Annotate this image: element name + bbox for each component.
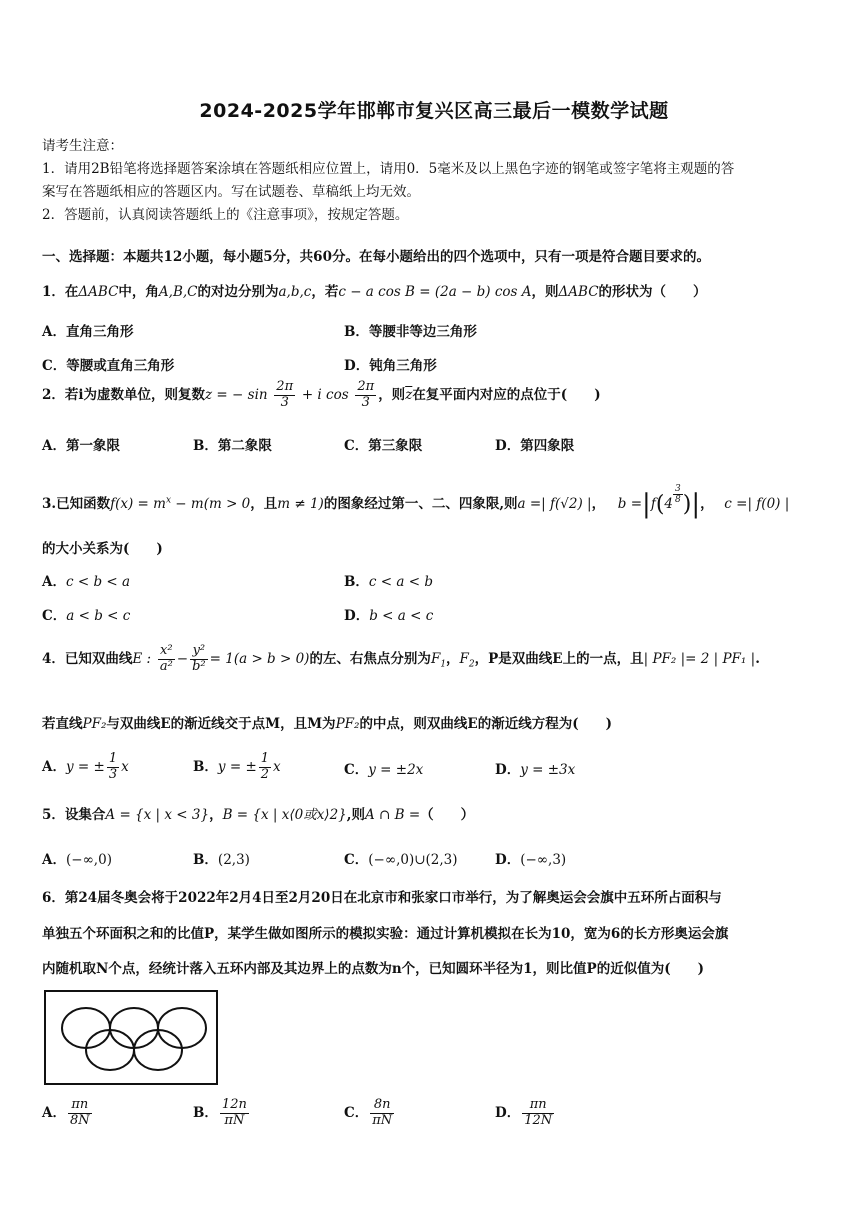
q4-option-a: A．y = ± $\frac{1}{3}$ x <box>42 751 129 782</box>
q3-option-d: D．b < a < c <box>344 608 434 624</box>
question-4-line2: 若直线PF₂与双曲线E的渐近线交于点M，且M为PF₂的中点，则双曲线E的渐近线方程为( ) <box>42 716 613 732</box>
q4-option-c: C．y = ±2x <box>344 762 424 778</box>
olympic-rings-figure <box>44 990 218 1085</box>
question-3: 3.已知函数$f(x) = m^x - m(m > 0$，且m ≠ 1)的图象经过第一、二、四象限,则a =| f(√2) |， b =|f(4 $\frac{3}{8}$ )|， c =| f(0) | <box>42 484 790 520</box>
question-3-tail: 的大小关系为( ) <box>42 541 163 557</box>
q2-option-a: A．第一象限 <box>42 438 120 454</box>
question-2: 2．若i为虚数单位，则复数z = − sin $\frac{2\pi}{3}$ + i cos $\frac{2\pi}{3}$ ，则$\overline{z}$在复平面内对应的点位于( ) <box>42 379 601 410</box>
question-4: 4．已知双曲线E : $\frac{\text{x²}}{\text{a²}}$ − $\frac{\text{y²}}{\text{b²}}$ = 1(a > b > 0)的左、右焦点分别为$F_1$，$F_2$，P是双曲线E上的一点，且| PF₂ |= 2 | PF₁ |. <box>42 643 760 674</box>
q3-option-a: A．c < b < a <box>42 574 131 590</box>
section-heading: 一、选择题：本题共12小题，每小题5分，共60分。在每小题给出的四个选项中，只有一项是符合题目要求的。 <box>42 249 710 265</box>
question-6-line3: 内随机取N个点，经统计落入五环内部及其边界上的点数为n个，已知圆环半径为1，则比值P的近似值为( ) <box>42 961 704 977</box>
q4-option-b: B．y = ± $\frac{1}{2}$ x <box>193 751 281 782</box>
q2-option-c: C．第三象限 <box>344 438 423 454</box>
notice-item-2: 2．答题前，认真阅读答题纸上的《注意事项》，按规定答题。 <box>42 207 409 223</box>
q3-option-c: C．a < b < c <box>42 608 131 624</box>
q6-option-d: D． $\frac{\pi n}{12N}$ <box>495 1097 553 1128</box>
notice-heading: 请考生注意： <box>42 138 123 154</box>
question-1: 1．在ΔABC中，角A,B,C的对边分别为a,b,c，若c − a cos B = (2a − b) cos A，则ΔABC的形状为（ ） <box>42 284 707 300</box>
q6-option-c: C． $\frac{8n}{\pi N}$ <box>344 1097 393 1128</box>
q5-option-c: C．(−∞,0)∪(2,3) <box>344 852 458 868</box>
q1-option-a: A．直角三角形 <box>42 324 134 340</box>
q1-option-c: C．等腰或直角三角形 <box>42 358 175 374</box>
q5-option-a: A．(−∞,0) <box>42 852 112 868</box>
q2-option-b: B．第二象限 <box>193 438 272 454</box>
q1-option-d: D．钝角三角形 <box>344 358 437 374</box>
q6-option-b: B． $\frac{12n}{\pi N}$ <box>193 1097 247 1128</box>
q3-option-b: B．c < a < b <box>344 574 433 590</box>
olympic-rings-icon <box>46 992 216 1083</box>
notice-item-1a: 1．请用2B铅笔将选择题答案涂填在答题纸相应位置上，请用0．5毫米及以上黑色字迹的钢笔或签字笔将主观题的答 <box>42 161 735 177</box>
q4-option-d: D．y = ±3x <box>495 762 576 778</box>
q6-option-a: A． $\frac{\pi n}{8N}$ <box>42 1097 90 1128</box>
q2-option-d: D．第四象限 <box>495 438 575 454</box>
question-5: 5．设集合A = {x | x < 3}，B = {x | x⟨0或x⟩2},则A ∩ B =（ ） <box>42 807 475 823</box>
page-title: 2024-2025学年邯郸市复兴区高三最后一模数学试题 <box>199 100 669 122</box>
notice-item-1b: 案写在答题纸相应的答题区内。写在试题卷、草稿纸上均无效。 <box>42 184 420 200</box>
q1-option-b: B．等腰非等边三角形 <box>344 324 477 340</box>
question-6-line2: 单独五个环面积之和的比值P，某学生做如图所示的模拟实验：通过计算机模拟在长为10，宽为6的长方形奥运会旗 <box>42 926 729 942</box>
q5-option-b: B．(2,3) <box>193 852 250 868</box>
question-6-line1: 6．第24届冬奥会将于2022年2月4日至2月20日在北京市和张家口市举行，为了解奥运会会旗中五环所占面积与 <box>42 890 722 906</box>
q5-option-d: D．(−∞,3) <box>495 852 567 868</box>
